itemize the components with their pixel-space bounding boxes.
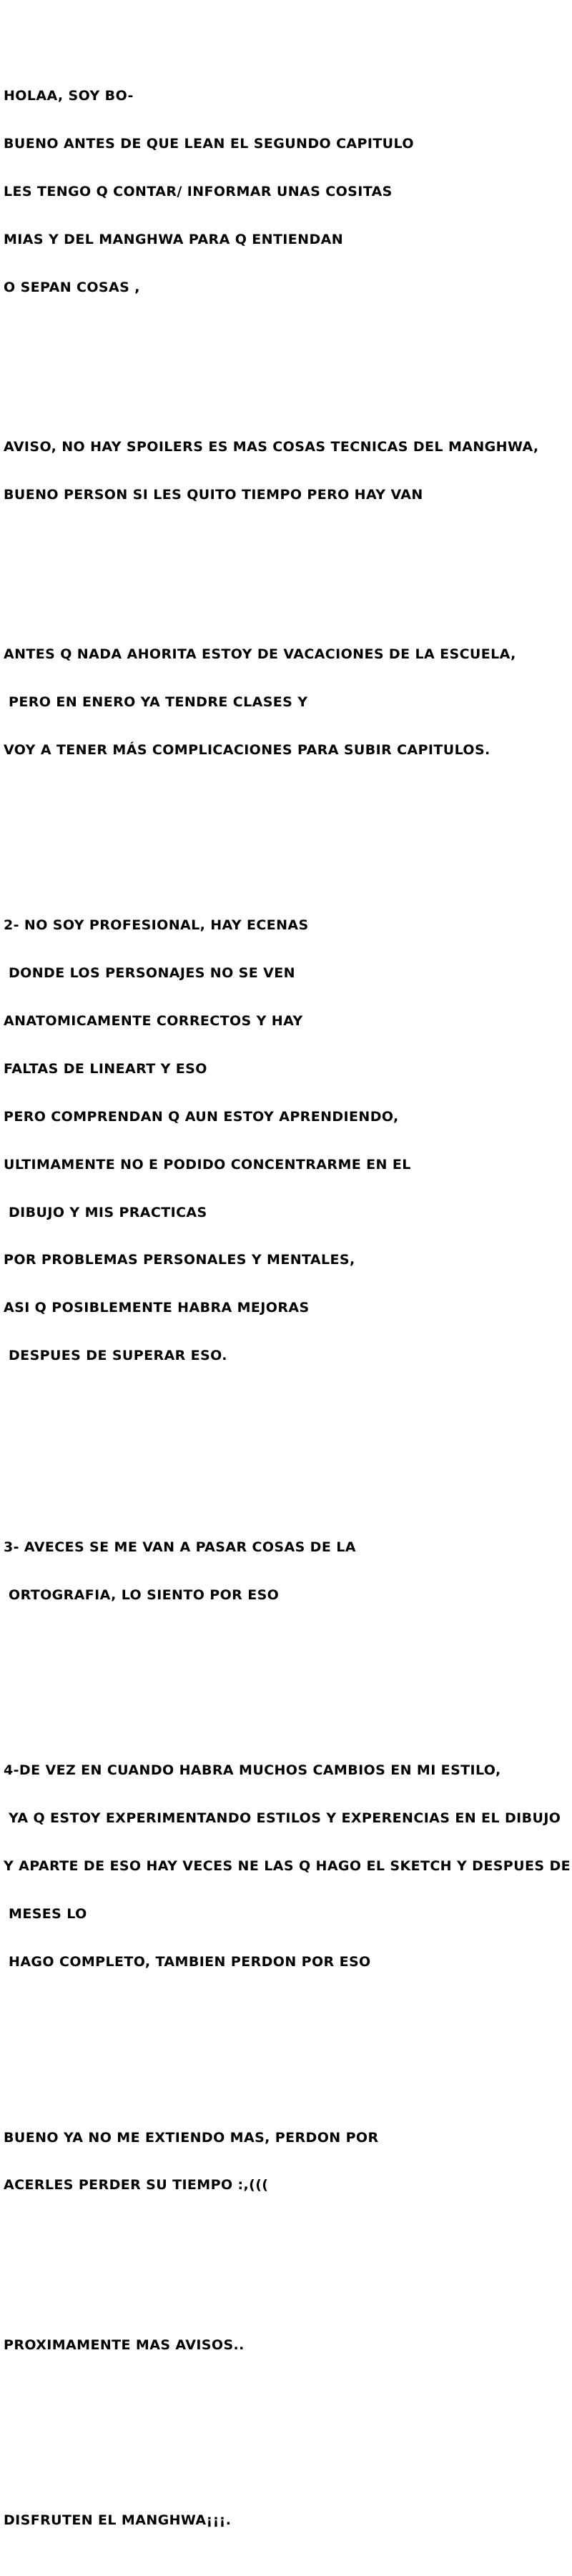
text-line: PERO COMPRENDAN Q AUN ESTOY APRENDIENDO,	[4, 1108, 399, 1125]
text-line: PERO EN ENERO YA TENDRE CLASES Y	[4, 694, 308, 710]
point-2-paragraph	[4, 886, 568, 1396]
text-line: 4-DE VEZ EN CUANDO HABRA MUCHOS CAMBIOS EN MI ESTILO,	[4, 1762, 501, 1779]
text-line: ANATOMICAMENTE CORRECTOS Y HAY	[4, 1013, 303, 1030]
announcement-text	[4, 24, 571, 2576]
text-line: MIAS Y DEL MANGHWA PARA Q ENTIENDAN	[4, 231, 344, 247]
text-line: LES TENGO Q CONTAR/ INFORMAR UNAS COSITAS	[4, 183, 393, 199]
text-line: DIBUJO Y MIS PRACTICAS	[4, 1204, 207, 1220]
text-line: VOY A TENER MÁS COMPLICACIONES PARA SUBIR CAPITULOS.	[4, 741, 490, 758]
text-line: HOLAA, SOY BO-	[4, 88, 134, 104]
text-line: Y APARTE DE ESO HAY VECES NE LAS Q HAGO EL SKETCH Y DESPUES DE	[4, 1858, 571, 1875]
text-line: AVISO, NO HAY SPOILERS ES MAS COSAS TECNICAS DEL MANGHWA,	[4, 438, 539, 455]
text-line: DONDE LOS PERSONAJES NO SE VEN	[4, 965, 295, 982]
text-line: 3- AVECES SE ME VAN A PASAR COSAS DE LA	[4, 1539, 356, 1556]
text-line: 2- NO SOY PROFESIONAL, HAY ECENAS	[4, 917, 309, 934]
text-line: O SEPAN COSAS ,	[4, 279, 140, 295]
sign-off-paragraph	[4, 2480, 568, 2560]
point-4-paragraph	[4, 1731, 571, 2002]
text-line: YA Q ESTOY EXPERIMENTANDO ESTILOS Y EXPERENCIAS EN EL DIBUJO	[4, 1810, 561, 1827]
point-1-paragraph	[4, 614, 568, 789]
intro-paragraph	[4, 56, 568, 327]
aviso-paragraph	[4, 407, 568, 534]
text-line: BUENO PERSON SI LES QUITO TIEMPO PERO HAY VAN	[4, 486, 423, 503]
text-line: DESPUES DE SUPERAR ESO.	[4, 1348, 227, 1364]
text-line: PROXIMAMENTE MAS AVISOS..	[4, 2336, 245, 2353]
text-line: POR PROBLEMAS PERSONALES Y MENTALES,	[4, 1252, 355, 1268]
proximamente-paragraph	[4, 2305, 568, 2384]
text-line: ACERLES PERDER SU TIEMPO :,(((	[4, 2177, 269, 2193]
text-line: BUENO YA NO ME EXTIENDO MAS, PERDON POR	[4, 2129, 379, 2146]
text-line: ULTIMAMENTE NO E PODIDO CONCENTRARME EN EL	[4, 1156, 411, 1173]
closing-paragraph	[4, 2098, 568, 2225]
text-line: BUENO ANTES DE QUE LEAN EL SEGUNDO CAPITULO	[4, 136, 414, 152]
text-line: HAGO COMPLETO, TAMBIEN PERDON POR ESO	[4, 1954, 371, 1970]
text-line: ORTOGRAFIA, LO SIENTO POR ESO	[4, 1587, 280, 1603]
text-line: ANTES Q NADA AHORITA ESTOY DE VACACIONES DE LA ESCUELA,	[4, 646, 516, 662]
point-3-paragraph	[4, 1508, 568, 1635]
text-line: DISFRUTEN EL MANGHWA¡¡¡.	[4, 2512, 232, 2529]
text-line: MESES LO	[4, 1906, 87, 1923]
text-line: ASI Q POSIBLEMENTE HABRA MEJORAS	[4, 1300, 310, 1316]
text-line: FALTAS DE LINEART Y ESO	[4, 1060, 207, 1077]
